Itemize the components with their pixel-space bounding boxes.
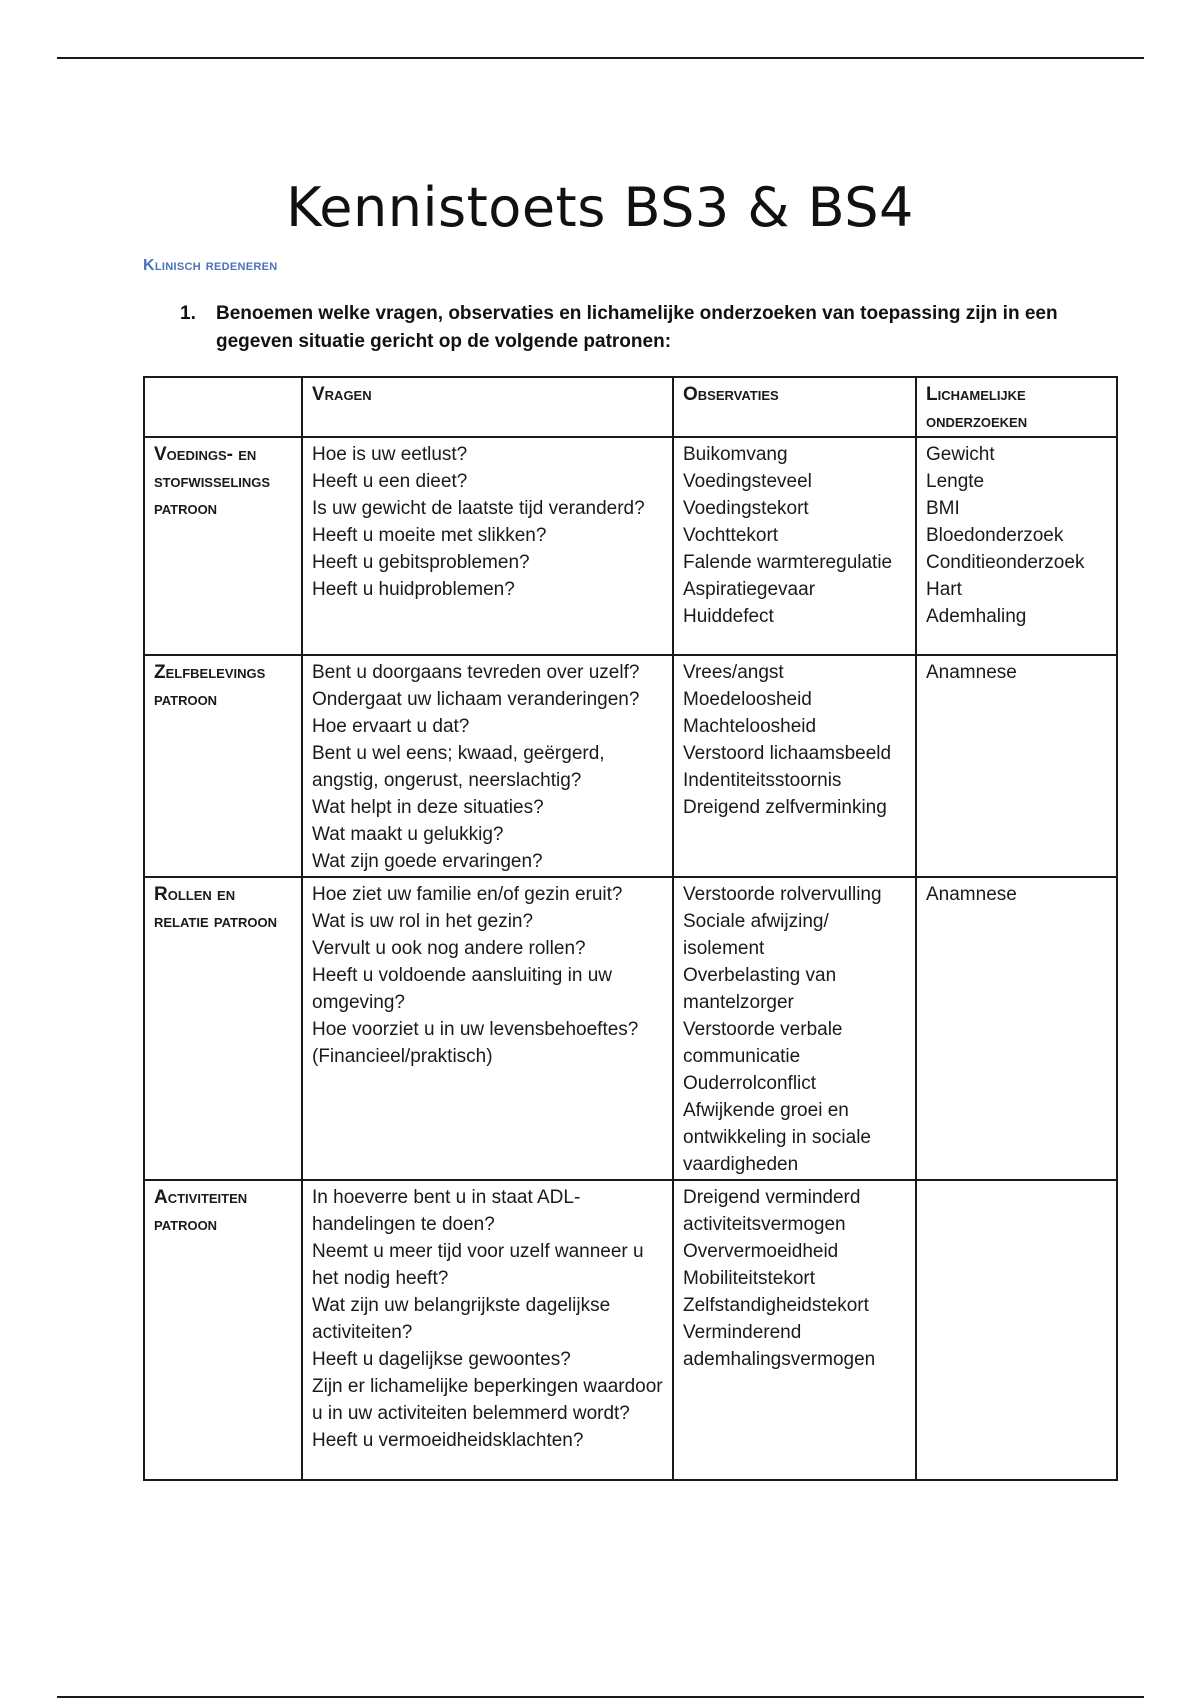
observaties-cell [673, 437, 916, 655]
onderzoek-line: Hart [926, 579, 962, 600]
vraag-line: Vervult u ook nog andere rollen? [312, 938, 586, 959]
observatie-line: Buikomvang [683, 444, 788, 465]
onderzoek-line: Bloedonderzoek [926, 525, 1064, 546]
observatie-line: Afwijkende groei en ontwikkeling in sociale vaardigheden [683, 1100, 871, 1175]
section-heading: Klinisch redeneren [143, 257, 278, 274]
vraag-line: Ondergaat uw lichaam veranderingen? [312, 689, 640, 710]
pattern-name-cell: Rollen en relatie patroon [144, 877, 302, 1180]
vraag-line: Hoe is uw eetlust? [312, 444, 468, 465]
pattern-name-cell: Voedings- en stofwisselings patroon [144, 437, 302, 655]
table-row [144, 877, 1117, 1180]
header-cell-observaties: Observaties [673, 377, 916, 437]
vraag-line: Bent u wel eens; kwaad, geërgerd, angstig, ongerust, neerslachtig? [312, 743, 605, 791]
observatie-line: Overbelasting van mantelzorger [683, 965, 837, 1013]
onderzoek-line: BMI [926, 498, 960, 519]
vraag-line: Is uw gewicht de laatste tijd veranderd? [312, 498, 645, 519]
observatie-line: Verstoorde verbale communicatie [683, 1019, 843, 1067]
observatie-line: Huiddefect [683, 606, 774, 627]
patterns-table [143, 376, 1118, 1481]
onderzoek-line: Gewicht [926, 444, 995, 465]
vraag-line: Heeft u gebitsproblemen? [312, 552, 530, 573]
observatie-line: Indentiteitsstoornis [683, 770, 842, 791]
vraag-line: Wat zijn uw belangrijkste dagelijkse activiteiten? [312, 1295, 611, 1343]
vraag-line: Wat maakt u gelukkig? [312, 824, 504, 845]
observatie-line: Sociale afwijzing/ isolement [683, 911, 829, 959]
vraag-line: Heeft u moeite met slikken? [312, 525, 547, 546]
onderzoeken-cell [916, 1180, 1117, 1480]
vraag-line: Hoe ziet uw familie en/of gezin eruit? [312, 884, 623, 905]
footer-rule [57, 1696, 1144, 1698]
onderzoek-line: Conditieonderzoek [926, 552, 1085, 573]
observatie-line: Moedeloosheid [683, 689, 812, 710]
observatie-line: Dreigend verminderd activiteitsvermogen [683, 1187, 861, 1235]
question-number: 1. [180, 303, 196, 324]
observatie-line: Zelfstandigheidstekort [683, 1295, 869, 1316]
question-text: Benoemen welke vragen, observaties en lichamelijke onderzoeken van toepassing zijn in een gegeven situatie gericht op de volgende patronen: [216, 303, 1058, 352]
vraag-line: Hoe ervaart u dat? [312, 716, 470, 737]
onderzoeken-cell [916, 655, 1117, 877]
vraag-line: Wat zijn goede ervaringen? [312, 851, 543, 872]
table-row [144, 655, 1117, 877]
vraag-line: Bent u doorgaans tevreden over uzelf? [312, 662, 640, 683]
header-cell-empty [144, 377, 302, 437]
vraag-line: Wat helpt in deze situaties? [312, 797, 544, 818]
observaties-cell [673, 1180, 916, 1480]
observaties-cell [673, 655, 916, 877]
vraag-line: In hoeverre bent u in staat ADL-handelingen te doen? [312, 1187, 581, 1235]
onderzoeken-cell [916, 877, 1117, 1180]
observatie-line: Oververmoeidheid [683, 1241, 839, 1262]
vraag-line: Zijn er lichamelijke beperkingen waardoor u in uw activiteiten belemmerd wordt? [312, 1376, 663, 1424]
header-cell-onderzoeken: Lichamelijke onderzoeken [916, 377, 1117, 437]
vragen-cell [302, 1180, 673, 1480]
observatie-line: Aspiratiegevaar [683, 579, 816, 600]
vraag-line: Neemt u meer tijd voor uzelf wanneer u het nodig heeft? [312, 1241, 644, 1289]
onderzoek-line: Anamnese [926, 884, 1017, 905]
observatie-line: Falende warmteregulatie [683, 552, 893, 573]
observatie-line: Verstoord lichaamsbeeld [683, 743, 892, 764]
observatie-line: Voedingsteveel [683, 471, 812, 492]
vragen-cell [302, 437, 673, 655]
observatie-line: Voedingstekort [683, 498, 809, 519]
onderzoek-line: Anamnese [926, 662, 1017, 683]
vraag-line: Heeft u vermoeidheidsklachten? [312, 1430, 584, 1451]
vraag-line: Heeft u huidproblemen? [312, 579, 515, 600]
observatie-line: Machteloosheid [683, 716, 817, 737]
observatie-line: Ouderrolconflict [683, 1073, 817, 1094]
table-header-row [144, 377, 1117, 437]
header-cell-vragen: Vragen [302, 377, 673, 437]
pattern-name-cell: Zelfbelevings patroon [144, 655, 302, 877]
observatie-line: Dreigend zelfverminking [683, 797, 887, 818]
observatie-line: Verstoorde rolvervulling [683, 884, 882, 905]
pattern-name-cell: Activiteiten patroon [144, 1180, 302, 1480]
vraag-line: Hoe voorziet u in uw levensbehoeftes? (Financieel/praktisch) [312, 1019, 639, 1067]
onderzoek-line: Lengte [926, 471, 985, 492]
observatie-line: Verminderend ademhalingsvermogen [683, 1322, 876, 1370]
vraag-line: Wat is uw rol in het gezin? [312, 911, 534, 932]
table-row [144, 437, 1117, 655]
header-rule [57, 57, 1144, 59]
vragen-cell [302, 877, 673, 1180]
vragen-cell [302, 655, 673, 877]
patterns-table-body [144, 377, 1117, 1480]
vraag-line: Heeft u dagelijkse gewoontes? [312, 1349, 571, 1370]
vraag-line: Heeft u een dieet? [312, 471, 468, 492]
onderzoek-line: Ademhaling [926, 606, 1027, 627]
observatie-line: Vrees/angst [683, 662, 784, 683]
observatie-line: Vochttekort [683, 525, 779, 546]
observatie-line: Mobiliteitstekort [683, 1268, 815, 1289]
document-title: Kennistoets BS3 & BS4 [286, 176, 914, 240]
onderzoeken-cell [916, 437, 1117, 655]
observaties-cell [673, 877, 916, 1180]
table-row [144, 1180, 1117, 1480]
vraag-line: Heeft u voldoende aansluiting in uw omgeving? [312, 965, 612, 1013]
